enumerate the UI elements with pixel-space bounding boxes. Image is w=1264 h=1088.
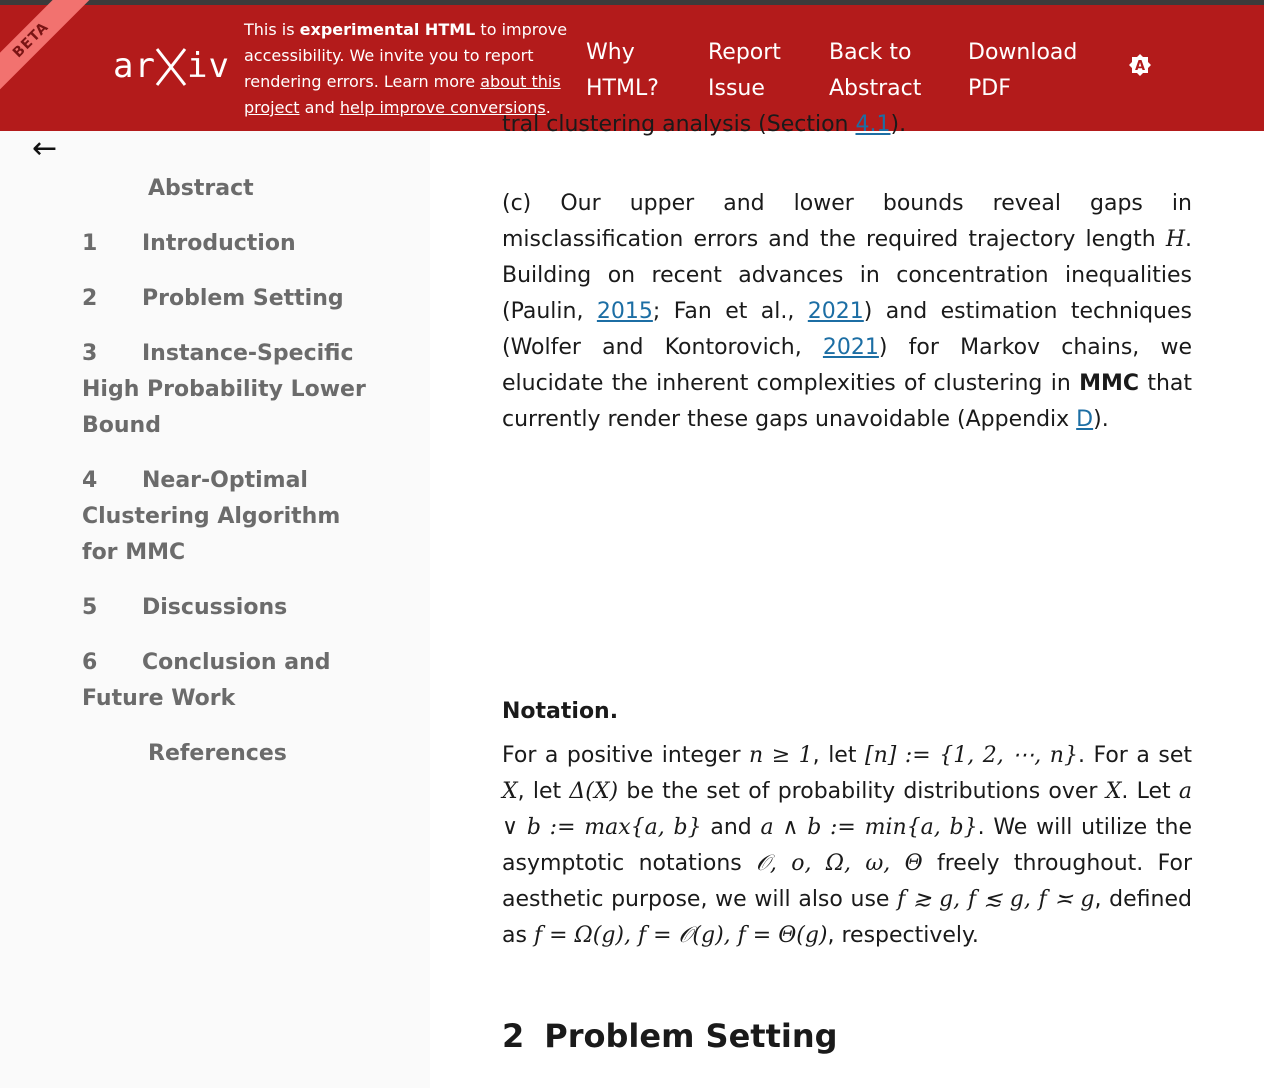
toc-number: 2: [82, 286, 98, 311]
notice-bold: experimental HTML: [299, 20, 476, 39]
about-project-link[interactable]: about this project: [244, 72, 561, 117]
body-text: be the set of probability distributions over: [618, 779, 1106, 804]
body-text: freely throughout. For aesthetic purpose, we will also use: [502, 851, 1192, 912]
toc-label: Conclusion and Future Work: [82, 650, 331, 711]
toc-label: Introduction: [142, 231, 296, 256]
citation-link[interactable]: 2021: [807, 299, 864, 324]
why-html-link[interactable]: [586, 35, 659, 107]
toc-item-abstract[interactable]: [82, 171, 372, 207]
math-inline: 𝒪, o, Ω, ω, Θ: [756, 851, 923, 876]
section-ref-link[interactable]: 4.1: [855, 112, 891, 137]
nav-label: Download: [968, 40, 1078, 65]
toc-label: Problem Setting: [142, 286, 344, 311]
body-text: tral clustering analysis (Section: [502, 112, 856, 137]
notice-text: to improve accessibility. We invite you to report rendering errors. Learn more: [244, 20, 568, 91]
notice-text: .: [545, 98, 551, 117]
body-text: , let: [812, 743, 865, 768]
accessibility-badge-shape: [1128, 53, 1152, 77]
citation-link[interactable]: 2021: [822, 335, 879, 360]
body-text: ; Fan et al.,: [652, 299, 808, 324]
arxiv-logo[interactable]: [113, 43, 230, 96]
body-text: ).: [1093, 407, 1109, 432]
toc-number: 3: [82, 341, 98, 366]
body-text: . We will utilize the asymptotic notations: [502, 815, 1193, 876]
arxiv-logo-mark: [113, 43, 230, 87]
body-text: , let: [517, 779, 570, 804]
math-inline: X: [1105, 779, 1122, 804]
math-inline: X: [502, 779, 518, 804]
appendix-link[interactable]: D: [1076, 407, 1094, 432]
math-inline: f = Ω(g), f = 𝒪(g), f = Θ(g): [533, 923, 828, 948]
body-text: . Building on recent advances in concentration inequalities (Paulin,: [502, 227, 1192, 324]
nav-label: HTML?: [586, 76, 659, 101]
toc-number: 1: [82, 231, 98, 256]
body-text: that currently render these gaps unavoidable (Appendix: [502, 371, 1193, 432]
paragraph-c: [502, 186, 1192, 438]
nav-label: PDF: [968, 76, 1011, 101]
notation-heading: Notation.: [502, 699, 619, 724]
body-text: ) for Markov chains, we elucidate the inherent complexities of clustering in: [502, 335, 1192, 396]
nav-label: Why: [586, 40, 635, 65]
body-text: . Let: [1121, 779, 1179, 804]
section-title-text: Problem Setting: [544, 1017, 838, 1055]
math-inline: f ≳ g, f ≲ g, f ≍ g: [897, 887, 1095, 912]
nav-label: Back to: [829, 40, 912, 65]
paper-body: [502, 112, 1193, 1056]
toc-label: Near-Optimal Clustering Algorithm for MMC: [82, 468, 341, 565]
body-text: (c) Our upper and lower bounds reveal gaps in misclassification errors and the required trajectory length: [502, 191, 1192, 252]
nav-label: Issue: [708, 76, 765, 101]
body-text: and: [701, 815, 761, 840]
toc-label: Abstract: [148, 176, 254, 201]
clipped-line: [502, 107, 1192, 143]
body-text: , respectively.: [827, 923, 979, 948]
math-inline: H: [1165, 227, 1185, 252]
back-to-abstract-link[interactable]: [829, 35, 921, 107]
math-inline: a ∧ b := min{a, b}: [760, 815, 978, 840]
toc-number: 4: [82, 468, 98, 493]
notice-text: This is: [244, 20, 300, 39]
toc-label: Instance-Specific High Probability Lower Bound: [82, 341, 366, 438]
accessibility-icon[interactable]: [1128, 53, 1152, 77]
toc-number: 6: [82, 650, 98, 675]
section-number: 2: [502, 1017, 525, 1055]
toc-item-problem-setting[interactable]: [82, 281, 372, 317]
back-arrow-icon[interactable]: ←: [32, 131, 58, 166]
body-text: ) and estimation techniques (Wolfer and Kontorovich,: [502, 299, 1192, 360]
body-text: For a positive integer: [502, 743, 750, 768]
beta-ribbon: BETA: [0, 0, 93, 102]
math-inline: a ∨ b := max{a, b}: [502, 779, 1192, 840]
accessibility-letter: A: [1134, 59, 1146, 74]
toc-item-conclusion[interactable]: [82, 645, 372, 717]
toc-item-lower-bound[interactable]: [82, 336, 372, 444]
download-pdf-link[interactable]: [968, 35, 1077, 107]
table-of-contents: [82, 171, 372, 791]
body-text: . For a set: [1077, 743, 1192, 768]
body-text: ).: [890, 112, 907, 137]
toc-item-clustering-algorithm[interactable]: [82, 463, 372, 571]
toc-label: Discussions: [142, 595, 288, 620]
math-inline: Δ(X): [569, 779, 619, 804]
notice-text: and: [299, 98, 340, 117]
svg-text:iv: iv: [187, 46, 230, 86]
nav-label: Abstract: [829, 76, 922, 101]
toc-item-discussions[interactable]: [82, 590, 372, 626]
toc-item-references[interactable]: [82, 736, 372, 772]
svg-text:ar: ar: [113, 46, 156, 86]
toc-label: References: [148, 741, 287, 766]
nav-label: Report: [708, 40, 781, 65]
math-inline: [n] := {1, 2, ⋯, n}: [865, 743, 1078, 768]
toc-number: 5: [82, 595, 98, 620]
toc-sidebar: [0, 131, 430, 1088]
notation-paragraph: [502, 738, 1192, 954]
citation-link[interactable]: 2015: [596, 299, 653, 324]
toc-item-introduction[interactable]: [82, 226, 372, 262]
section-heading: [502, 1016, 1192, 1056]
banner-notice: [244, 17, 574, 121]
body-text: , defined as: [502, 887, 1192, 948]
report-issue-link[interactable]: [708, 35, 781, 107]
help-improve-link[interactable]: help improve conversions: [339, 98, 546, 117]
math-inline: n ≥ 1: [749, 743, 813, 768]
mmc-term: MMC: [1079, 371, 1140, 396]
